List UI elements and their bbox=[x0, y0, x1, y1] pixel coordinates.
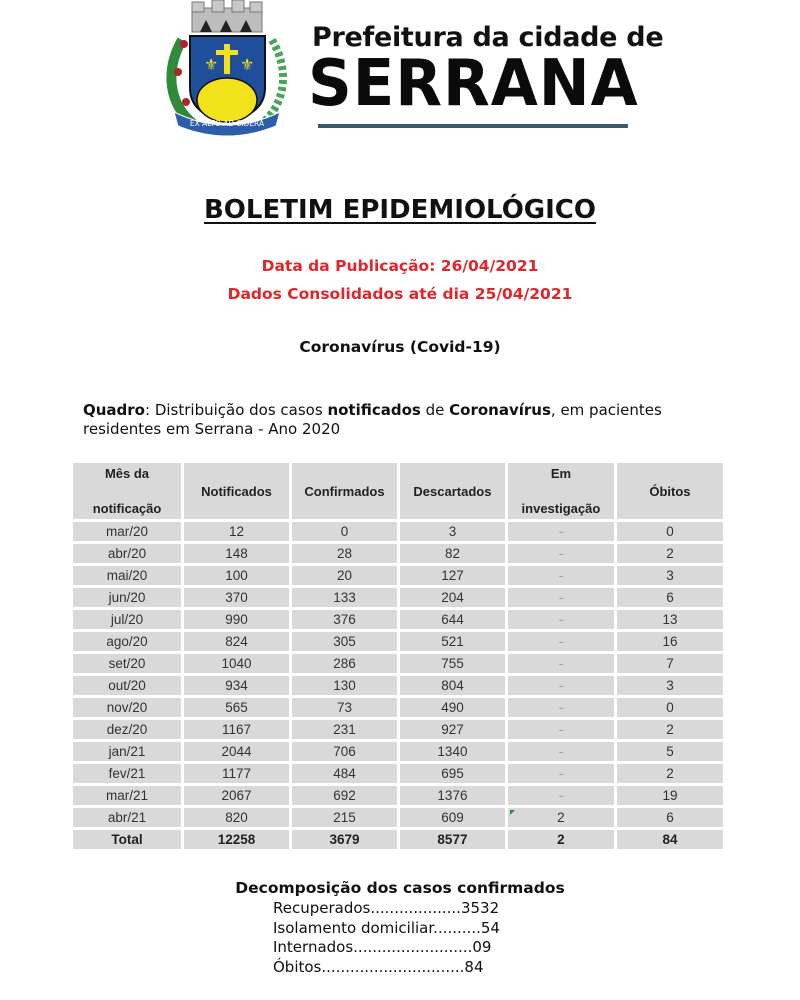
cell-month: jan/21 bbox=[73, 742, 181, 761]
caption-text-3: , em pacientes residentes em Serrana - Ano 2020 bbox=[83, 401, 662, 438]
caption-bold-2: Coronavírus bbox=[449, 401, 551, 419]
cell-month: jun/20 bbox=[73, 588, 181, 607]
decomposition-label: Internados bbox=[273, 938, 354, 956]
table-row bbox=[73, 610, 723, 629]
table-row bbox=[73, 522, 723, 541]
header-investigating-line1: Em bbox=[550, 466, 572, 481]
cell-notified: 1167 bbox=[184, 720, 289, 739]
cell-notified: 2067 bbox=[184, 786, 289, 805]
cell-notified: 12 bbox=[184, 522, 289, 541]
total-confirmed: 3679 bbox=[292, 830, 397, 849]
cell-confirmed: 130 bbox=[292, 676, 397, 695]
total-notified: 12258 bbox=[184, 830, 289, 849]
cell-discarded: 204 bbox=[400, 588, 505, 607]
header-month-line1: Mês da bbox=[104, 466, 150, 481]
cell-investigating: - bbox=[508, 632, 614, 651]
cell-notified: 2044 bbox=[184, 742, 289, 761]
cell-notified: 934 bbox=[184, 676, 289, 695]
cell-notified: 148 bbox=[184, 544, 289, 563]
decomposition-list bbox=[273, 899, 500, 977]
cell-investigating: - bbox=[508, 654, 614, 673]
decomposition-item bbox=[273, 938, 500, 958]
cell-discarded: 127 bbox=[400, 566, 505, 585]
cell-month: abr/20 bbox=[73, 544, 181, 563]
cell-month: mai/20 bbox=[73, 566, 181, 585]
total-month: Total bbox=[73, 830, 181, 849]
table-row bbox=[73, 566, 723, 585]
cell-investigating: - bbox=[508, 676, 614, 695]
cell-investigating: - bbox=[508, 698, 614, 717]
header-discarded: Descartados bbox=[400, 463, 505, 519]
cell-investigating: - bbox=[508, 566, 614, 585]
caption-text-1: : Distribuição dos casos bbox=[145, 401, 328, 419]
table-row bbox=[73, 588, 723, 607]
cell-deaths: 7 bbox=[617, 654, 723, 673]
cell-month: mar/20 bbox=[73, 522, 181, 541]
cell-confirmed: 28 bbox=[292, 544, 397, 563]
cell-notified: 1177 bbox=[184, 764, 289, 783]
cell-investigating: - bbox=[508, 764, 614, 783]
decomposition-value: 84 bbox=[464, 957, 484, 976]
brand-divider bbox=[318, 124, 628, 128]
document-title: BOLETIM EPIDEMIOLÓGICO bbox=[203, 195, 596, 225]
header-confirmed: Confirmados bbox=[292, 463, 397, 519]
decomposition-title: Decomposição dos casos confirmados bbox=[235, 879, 565, 897]
table-row bbox=[73, 808, 723, 827]
svg-text:⚜: ⚜ bbox=[240, 55, 255, 74]
cell-discarded: 82 bbox=[400, 544, 505, 563]
decomposition-value: 3532 bbox=[460, 899, 500, 917]
cell-deaths: 6 bbox=[617, 808, 723, 827]
city-crest-icon bbox=[160, 0, 295, 138]
cell-confirmed: 0 bbox=[292, 522, 397, 541]
cell-notified: 824 bbox=[184, 632, 289, 651]
table-total-row bbox=[73, 830, 723, 849]
cell-discarded: 521 bbox=[400, 632, 505, 651]
cell-deaths: 2 bbox=[617, 544, 723, 563]
table-row bbox=[73, 742, 723, 761]
table-header-row bbox=[73, 463, 723, 519]
cell-confirmed: 231 bbox=[292, 720, 397, 739]
cell-discarded: 927 bbox=[400, 720, 505, 739]
cell-confirmed: 376 bbox=[292, 610, 397, 629]
cell-notified: 820 bbox=[184, 808, 289, 827]
cell-deaths: 2 bbox=[617, 764, 723, 783]
cell-investigating: - bbox=[508, 588, 614, 607]
header-month-line2: notificação bbox=[92, 501, 162, 516]
table-row bbox=[73, 764, 723, 783]
caption-label: Quadro bbox=[83, 401, 145, 419]
cell-month: mar/21 bbox=[73, 786, 181, 805]
decomposition-label: Isolamento domiciliar bbox=[273, 918, 434, 937]
cell-investigating: - bbox=[508, 720, 614, 739]
cell-discarded: 695 bbox=[400, 764, 505, 783]
table-row bbox=[73, 786, 723, 805]
table-body bbox=[73, 522, 723, 849]
decomposition-label: Recuperados bbox=[273, 899, 371, 917]
cell-discarded: 1376 bbox=[400, 786, 505, 805]
cell-notified: 100 bbox=[184, 566, 289, 585]
cell-confirmed: 484 bbox=[292, 764, 397, 783]
cell-confirmed: 286 bbox=[292, 654, 397, 673]
document-subtitle: Coronavírus (Covid-19) bbox=[299, 338, 501, 356]
cell-confirmed: 20 bbox=[292, 566, 397, 585]
decomposition-item bbox=[273, 958, 500, 978]
cell-deaths: 6 bbox=[617, 588, 723, 607]
cell-deaths: 19 bbox=[617, 786, 723, 805]
cell-confirmed: 706 bbox=[292, 742, 397, 761]
decomposition-dots: .......... bbox=[433, 918, 481, 937]
cell-confirmed: 73 bbox=[292, 698, 397, 717]
publication-date: Data da Publicação: 26/04/2021 bbox=[261, 257, 539, 275]
cell-notified: 1040 bbox=[184, 654, 289, 673]
consolidated-date: Dados Consolidados até dia 25/04/2021 bbox=[227, 285, 573, 303]
cell-discarded: 644 bbox=[400, 610, 505, 629]
cell-investigating: - bbox=[508, 610, 614, 629]
header-notified: Notificados bbox=[184, 463, 289, 519]
cell-month: abr/21 bbox=[73, 808, 181, 827]
cell-confirmed: 215 bbox=[292, 808, 397, 827]
cell-investigating: - bbox=[508, 522, 614, 541]
cell-month: out/20 bbox=[73, 676, 181, 695]
cell-month: ago/20 bbox=[73, 632, 181, 651]
decomposition-dots: .............................. bbox=[321, 957, 465, 976]
brand-city-name: SERRANA bbox=[308, 47, 639, 121]
table-row bbox=[73, 676, 723, 695]
cell-investigating: - bbox=[508, 544, 614, 563]
caption-bold-1: notificados bbox=[327, 401, 421, 419]
cell-deaths: 5 bbox=[617, 742, 723, 761]
cell-month: fev/21 bbox=[73, 764, 181, 783]
decomposition-value: 09 bbox=[472, 938, 492, 956]
page-header bbox=[160, 0, 664, 138]
cell-deaths: 3 bbox=[617, 676, 723, 695]
crest-motto: EX ALTO AD SIDERA bbox=[189, 119, 265, 128]
svg-text:⚜: ⚜ bbox=[204, 55, 219, 74]
decomposition-value: 54 bbox=[480, 918, 500, 937]
table-row bbox=[73, 720, 723, 739]
total-deaths: 84 bbox=[617, 830, 723, 849]
cell-investigating: 2 bbox=[508, 808, 614, 827]
cell-discarded: 755 bbox=[400, 654, 505, 673]
cell-notified: 370 bbox=[184, 588, 289, 607]
cell-investigating: - bbox=[508, 742, 614, 761]
decomposition-dots: ......................... bbox=[353, 938, 473, 956]
cell-discarded: 3 bbox=[400, 522, 505, 541]
header-investigating bbox=[508, 463, 614, 519]
cell-confirmed: 305 bbox=[292, 632, 397, 651]
brand-line-1: Prefeitura da cidade de bbox=[312, 22, 664, 53]
cell-deaths: 2 bbox=[617, 720, 723, 739]
total-investigating: 2 bbox=[508, 830, 614, 849]
cell-deaths: 0 bbox=[617, 698, 723, 717]
cell-month: dez/20 bbox=[73, 720, 181, 739]
decomposition-label: Óbitos bbox=[273, 957, 322, 976]
decomposition-item bbox=[273, 899, 500, 919]
header-month bbox=[73, 463, 181, 519]
cell-deaths: 0 bbox=[617, 522, 723, 541]
header-investigating-line2: investigação bbox=[521, 501, 601, 516]
cases-table bbox=[70, 460, 726, 852]
cell-discarded: 804 bbox=[400, 676, 505, 695]
table-caption bbox=[83, 401, 733, 439]
cell-month: nov/20 bbox=[73, 698, 181, 717]
cell-discarded: 609 bbox=[400, 808, 505, 827]
cell-deaths: 13 bbox=[617, 610, 723, 629]
table-row bbox=[73, 654, 723, 673]
cell-investigating: - bbox=[508, 786, 614, 805]
cell-deaths: 3 bbox=[617, 566, 723, 585]
cell-discarded: 1340 bbox=[400, 742, 505, 761]
header-deaths: Óbitos bbox=[617, 463, 723, 519]
cell-discarded: 490 bbox=[400, 698, 505, 717]
cell-deaths: 16 bbox=[617, 632, 723, 651]
decomposition-item bbox=[273, 919, 500, 939]
cell-notified: 565 bbox=[184, 698, 289, 717]
table-row bbox=[73, 698, 723, 717]
caption-text-2: de bbox=[420, 401, 450, 419]
cell-confirmed: 692 bbox=[292, 786, 397, 805]
cell-month: set/20 bbox=[73, 654, 181, 673]
table-row bbox=[73, 632, 723, 651]
total-discarded: 8577 bbox=[400, 830, 505, 849]
cell-confirmed: 133 bbox=[292, 588, 397, 607]
cell-month: jul/20 bbox=[73, 610, 181, 629]
table-row bbox=[73, 544, 723, 563]
decomposition-dots: ................... bbox=[370, 899, 461, 917]
cell-notified: 990 bbox=[184, 610, 289, 629]
